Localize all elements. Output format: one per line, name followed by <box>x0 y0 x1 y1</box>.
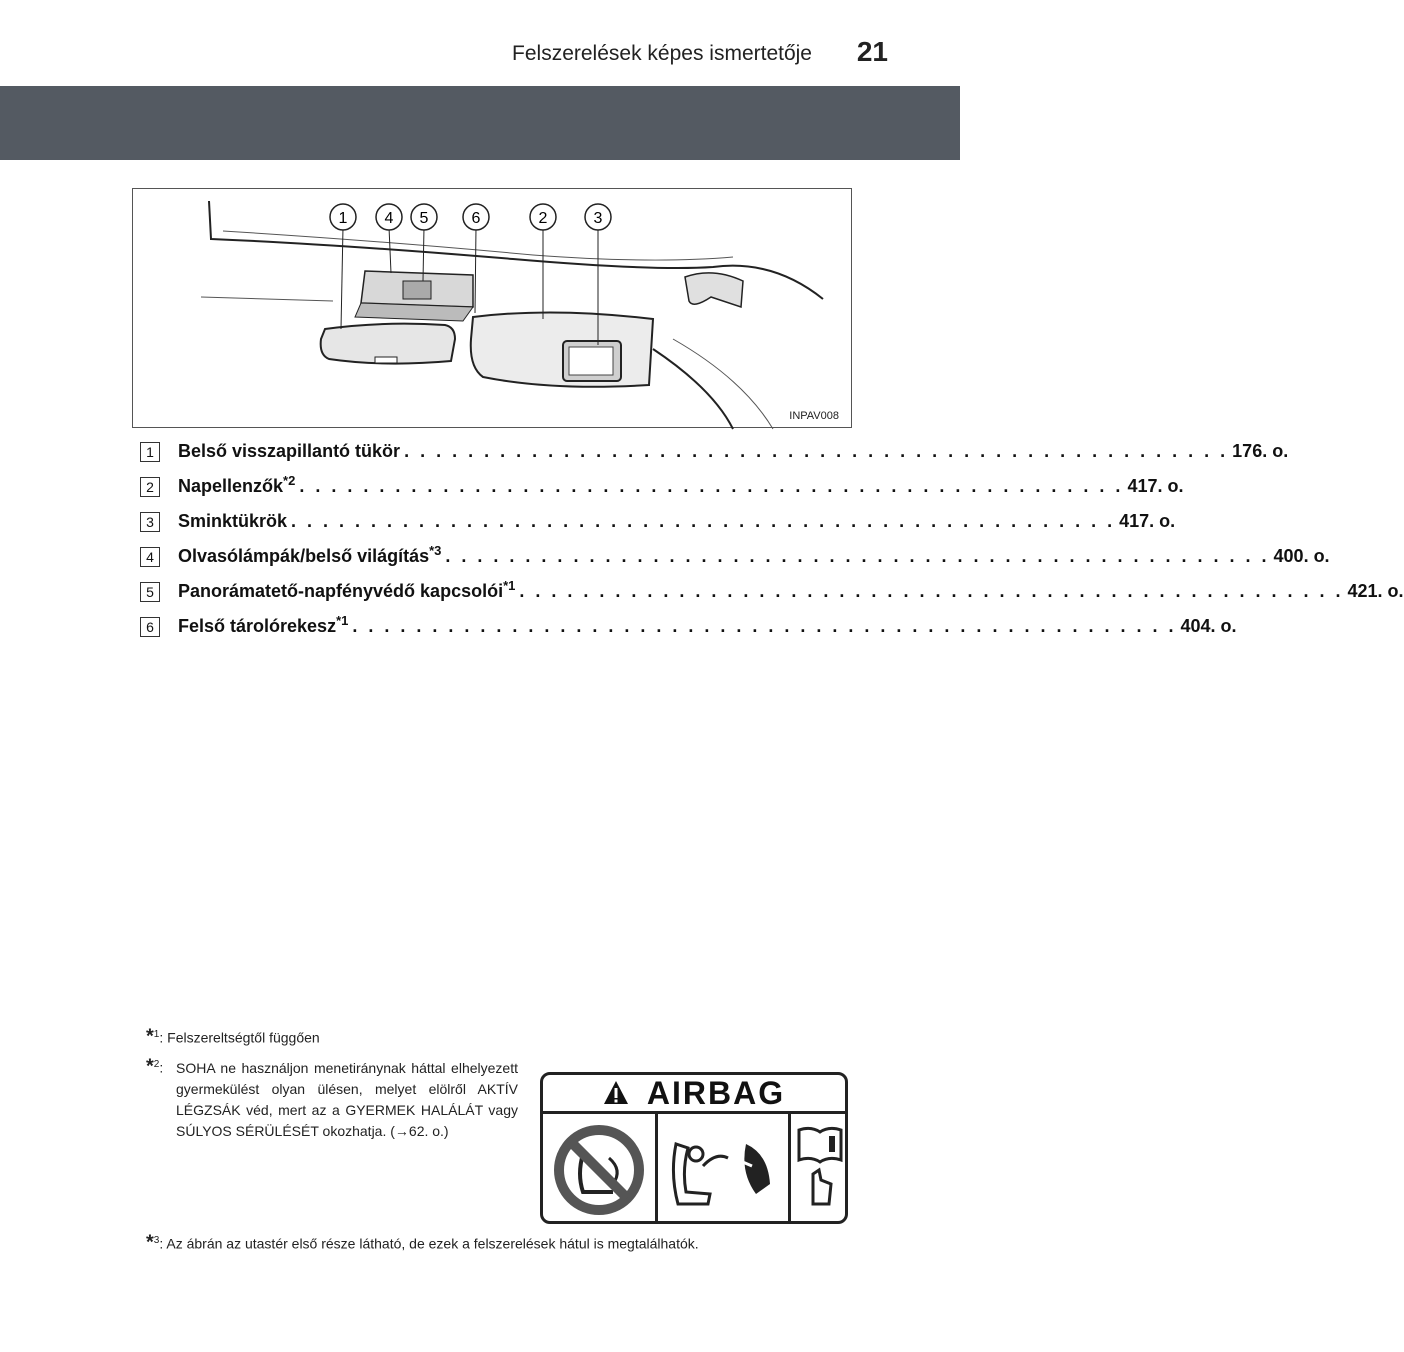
callout-1: 1 <box>338 210 348 227</box>
item-list <box>140 434 1404 644</box>
item-sup: *1 <box>503 578 516 593</box>
item-page[interactable]: 417. o. <box>1119 511 1176 531</box>
item-number: 5 <box>140 582 160 602</box>
callout-4: 4 <box>384 210 394 227</box>
item-label: Belső visszapillantó tükör <box>178 441 401 461</box>
list-item <box>140 574 1404 609</box>
leader-dots: . . . . . . . . . . . . . . . . . . . . . . . . . . . . . . . . . . . . . . . . . . . . . . . . . . . . <box>291 511 1116 531</box>
page-number: 21 <box>856 36 888 67</box>
airbag-deploy-icon <box>658 1114 791 1221</box>
item-sup: *2 <box>283 473 296 488</box>
airbag-title: AIRBAG <box>646 1074 786 1111</box>
item-label: Felső tárolórekesz <box>178 616 337 636</box>
footnote-3 <box>146 1230 846 1255</box>
callout-6: 6 <box>471 210 481 227</box>
item-label: Olvasólámpák/belső világítás <box>178 546 430 566</box>
item-number: 6 <box>140 617 160 637</box>
footnote-1 <box>146 1024 320 1049</box>
leader-dots: . . . . . . . . . . . . . . . . . . . . . . . . . . . . . . . . . . . . . . . . . . . . . . . . . . . . <box>445 546 1270 566</box>
item-page[interactable]: 400. o. <box>1273 546 1330 566</box>
item-label: Napellenzők <box>178 476 284 496</box>
callout-3: 3 <box>593 210 603 227</box>
leader-dots: . . . . . . . . . . . . . . . . . . . . . . . . . . . . . . . . . . . . . . . . . . . . . . . . . . . . <box>352 616 1177 636</box>
list-item <box>140 469 1184 504</box>
footnote-marker: * <box>146 1055 154 1078</box>
item-page[interactable]: 421. o. <box>1347 581 1404 601</box>
item-label: Panorámatető-napfényvédő kapcsolói <box>178 581 504 601</box>
footnote-text: SOHA ne használjon menetiránynak háttal elhelyezett gyermekülést olyan ülésen, melyet elölről AKTÍV LÉGZSÁK véd, mert az a GYERMEK HALÁLÁT vagy SÚLYOS SÉRÜLÉSÉT okozhatja. (→62. o.) <box>176 1059 518 1139</box>
read-manual-icon <box>791 1114 849 1221</box>
footnote-text: : Az ábrán az utastér első része látható, de ezek a felszerelések hátul is megtalálhatók. <box>159 1235 699 1252</box>
leader-dots: . . . . . . . . . . . . . . . . . . . . . . . . . . . . . . . . . . . . . . . . . . . . . . . . . . . . <box>519 581 1344 601</box>
callout-2: 2 <box>538 210 548 227</box>
callout-5: 5 <box>419 210 429 227</box>
interior-illustration <box>132 188 852 428</box>
item-number: 3 <box>140 512 160 532</box>
ceiling-drawing <box>133 189 853 429</box>
item-page[interactable]: 404. o. <box>1180 616 1237 636</box>
footnote-text: : Felszereltségtől függően <box>159 1029 320 1046</box>
item-sup: *3 <box>429 543 442 558</box>
leader-dots: . . . . . . . . . . . . . . . . . . . . . . . . . . . . . . . . . . . . . . . . . . . . . . . . . . . . <box>404 441 1229 461</box>
prohibited-rear-facing-seat-icon <box>543 1114 658 1221</box>
leader-dots: . . . . . . . . . . . . . . . . . . . . . . . . . . . . . . . . . . . . . . . . . . . . . . . . . . . . <box>299 476 1124 496</box>
list-item <box>140 504 1176 539</box>
warning-triangle-icon <box>603 1080 629 1106</box>
header-band <box>0 86 960 160</box>
footnote-sup: 1 <box>153 1029 160 1040</box>
list-item <box>140 539 1330 574</box>
item-label: Sminktükrök <box>178 511 288 531</box>
footnote-sup: 2 <box>153 1059 160 1070</box>
footnote-marker: * <box>146 1025 154 1048</box>
item-number: 4 <box>140 547 160 567</box>
item-number: 2 <box>140 477 160 497</box>
item-number: 1 <box>140 442 160 462</box>
item-page[interactable]: 417. o. <box>1127 476 1184 496</box>
page-header-title: Felszerelések képes ismertetője <box>512 42 812 65</box>
footnote-marker: * <box>146 1231 154 1254</box>
figure-code: INPAV008 <box>789 410 839 422</box>
item-page[interactable]: 176. o. <box>1232 441 1289 461</box>
footnote-2: *$^2$: SOHA ne használjon menetiránynak háttal elhelyezett gyermekülést olyan ülésen, melyet elölről AKTÍV LÉGZSÁK véd, mert az a GYERMEK HALÁLÁT vagy SÚLYOS SÉRÜLÉSÉT okozhatja. (→62. o.) <box>146 1054 518 1142</box>
footnote-sup: 3 <box>153 1235 160 1246</box>
list-item <box>140 434 1289 469</box>
list-item <box>140 609 1237 644</box>
item-sup: *1 <box>336 613 349 628</box>
airbag-warning-label <box>540 1072 848 1224</box>
